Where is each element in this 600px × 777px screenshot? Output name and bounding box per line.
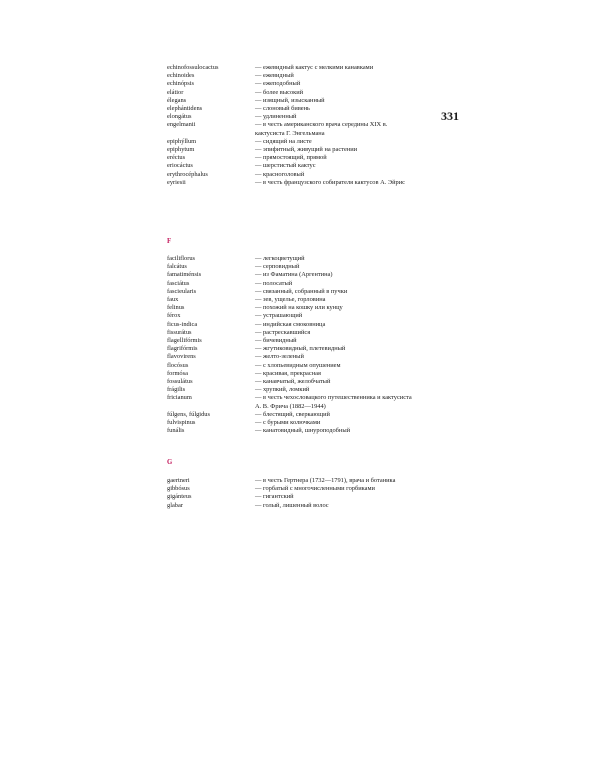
entry-term: echinópsis [167, 80, 194, 88]
entry-term: faciliflorus [167, 255, 196, 262]
dictionary-entry [167, 113, 417, 121]
entry-definition: — ежевидный кактус с мелкими канавками [255, 64, 374, 71]
entry-term: eriocáctus [167, 162, 193, 170]
dictionary-entry [167, 162, 417, 170]
dictionary-entry [167, 64, 417, 72]
entry-term: felinus [167, 304, 185, 312]
entry-term: fascieularis [167, 287, 197, 295]
entry-definition: — ежевидный [255, 72, 294, 80]
entry-definition: — сидящий на листе [255, 137, 312, 145]
entry-definition: — более высокий [255, 88, 304, 96]
entry-definition: — с хлопьевидным опушением [255, 361, 341, 369]
dictionary-entry [167, 477, 417, 485]
entry-definition: — канатовидный, шнуроподобный [255, 427, 351, 435]
dictionary-entry [167, 263, 417, 271]
entry-term: famatiménsis [167, 271, 202, 279]
entry-term: elephántidens [167, 105, 203, 113]
entry-term: echinofossulocactus [167, 64, 219, 71]
entry-definition: — похожий на кошку или кунцу [255, 304, 343, 312]
entry-term: eréctus [167, 154, 186, 162]
entry-term: echinoides [167, 72, 195, 80]
dictionary-entry [167, 353, 417, 361]
dictionary-entry [167, 171, 417, 179]
dictionary-entry [167, 146, 417, 154]
entry-term: engelmanii [167, 121, 196, 129]
dictionary-entry [167, 105, 417, 113]
dictionary-entry [167, 419, 417, 427]
dictionary-entry [167, 72, 417, 80]
entry-term: flagrifórmis [167, 345, 198, 353]
entry-definition: — удлиненный [255, 113, 297, 121]
dictionary-entry [167, 179, 417, 187]
entry-definition: — гигантский [255, 493, 294, 501]
dictionary-entry [167, 493, 417, 501]
entry-definition: — жгутиковидный, плетевидный [255, 345, 346, 353]
entry-definition: — серповидный [255, 263, 300, 271]
entry-term: funális [167, 427, 185, 435]
dictionary-entry [167, 502, 417, 510]
entry-definition: — полосатый [255, 279, 293, 287]
entry-definition: — желто-зеленый [255, 353, 304, 361]
entry-term: elátior [167, 88, 184, 96]
page-number: 331 [441, 109, 459, 123]
entry-definition: — из Фаматина (Аргентина) [255, 271, 333, 279]
entry-definition: — индийская смоковница [255, 320, 326, 328]
entry-term: frágilis [167, 386, 186, 394]
entry-definition: — в честь американского врача середины XIX в. кактусиста Г. Энгельмана [255, 121, 388, 137]
section-f [167, 255, 417, 435]
entry-definition: — легкоцветущий [255, 255, 305, 262]
entry-definition: — в честь французского собирателя кактусов А. Эйрис [255, 178, 405, 186]
entry-definition: — изящный, изысканный [255, 96, 325, 104]
entry-term: faux [167, 296, 179, 304]
section-g [167, 477, 417, 510]
dictionary-entry [167, 386, 417, 394]
entry-definition: — канавчатый, желобчатый [255, 378, 331, 386]
dictionary-entry [167, 427, 417, 435]
entry-term: fulvispinus [167, 419, 196, 427]
entry-definition: — бичевидный [255, 337, 297, 345]
dictionary-entry [167, 337, 417, 345]
dictionary-entry [167, 321, 417, 329]
entry-definition: — в честь чехословацкого путешественника и кактусиста А. В. Фрича (1882—1944) [255, 394, 412, 410]
dictionary-entry [167, 304, 417, 312]
dictionary-entry [167, 329, 417, 337]
entry-definition: — слоновый бивень [255, 105, 310, 113]
dictionary-entry [167, 296, 417, 304]
dictionary-entry [167, 80, 417, 88]
entry-definition: — эпифитный, живущий на растении [255, 146, 358, 154]
entry-definition: — прямостоящий, прямой [255, 154, 327, 162]
entry-term: élegans [167, 96, 187, 104]
dictionary-entry [167, 89, 417, 97]
entry-definition: — зев, ущелье, горловина [255, 296, 326, 304]
entry-term: fúlgens, fúlgidus [167, 410, 210, 418]
dictionary-entry [167, 97, 417, 105]
entry-term: gigánteus [167, 493, 192, 501]
entry-definition: — красноголовый [255, 170, 305, 178]
entry-definition: — связанный, собранный в пучки [255, 287, 348, 295]
entry-term: gibbósus [167, 485, 190, 493]
dictionary-entry [167, 362, 417, 370]
entry-term: férox [167, 312, 181, 320]
dictionary-entry [167, 154, 417, 162]
entry-term: fricianum [167, 394, 192, 402]
dictionary-entry [167, 370, 417, 378]
entry-definition: — горбатый с многочисленными горбиками [255, 485, 375, 493]
entry-definition: — красивая, прекрасная [255, 369, 321, 377]
entry-term: fossulátus [167, 378, 193, 386]
entry-term: epiphytum [167, 146, 195, 154]
entry-definition: — хрупкий, ломкий [255, 386, 310, 394]
entry-term: flocósus [167, 361, 189, 369]
entry-definition: — голый, лишенный волос [255, 501, 329, 509]
entry-term: eyriesii [167, 178, 186, 186]
entry-term: glabar [167, 501, 183, 509]
entry-term: fissurátus [167, 328, 192, 336]
dictionary-entry [167, 280, 417, 288]
dictionary-entry [167, 485, 417, 493]
entry-term: erythrocéphalus [167, 170, 208, 178]
entry-definition: — устрашающий [255, 312, 303, 320]
entry-definition: — блестящий, сверкающий [255, 410, 330, 418]
entry-definition: — растрескавшийся [255, 328, 311, 336]
entry-definition: — с бурыми колючками [255, 419, 321, 427]
dictionary-entry [167, 138, 417, 146]
dictionary-entry [167, 312, 417, 320]
entry-term: gaertneri [167, 477, 190, 484]
entry-definition: — в честь Гертнера (1732—1791), врача и ботаника [255, 477, 396, 484]
entry-definition: — шерстистый кактус [255, 162, 316, 170]
section-e [167, 64, 417, 187]
dictionary-entry [167, 411, 417, 419]
entry-term: flavovirens [167, 353, 196, 361]
entry-term: epiphýllum [167, 137, 197, 145]
dictionary-entry [167, 271, 417, 279]
entry-definition: — ежеподобный [255, 80, 301, 88]
entry-term: fasciátus [167, 279, 190, 287]
dictionary-entry [167, 345, 417, 353]
dictionary-entry [167, 288, 417, 296]
entry-term: formósa [167, 369, 188, 377]
entry-term: flagellifórmis [167, 337, 202, 345]
dictionary-entry [167, 121, 417, 137]
entry-term: falcátus [167, 263, 187, 271]
dictionary-entry [167, 378, 417, 386]
dictionary-entry [167, 394, 417, 410]
entry-term: ficus-indica [167, 320, 198, 328]
section-letter-g: G [167, 459, 173, 466]
dictionary-entry [167, 255, 417, 263]
section-letter-f: F [167, 238, 172, 245]
entry-term: elongátus [167, 113, 192, 121]
